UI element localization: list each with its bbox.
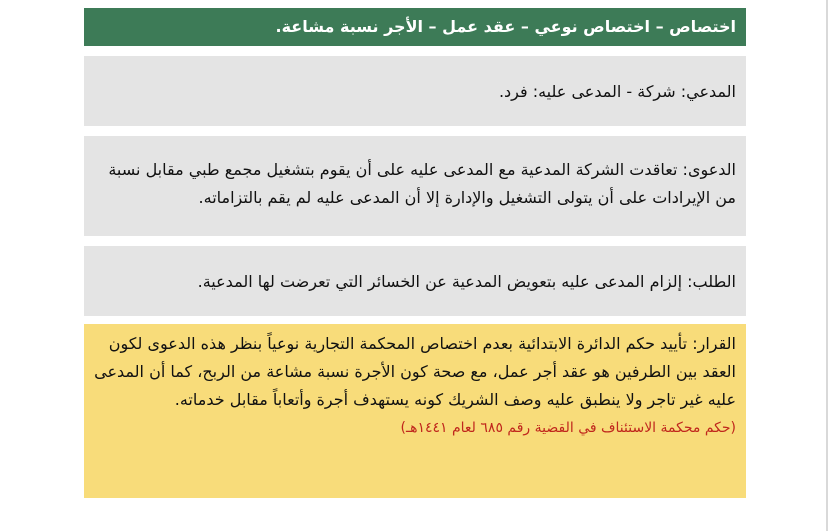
decision-text: القرار: تأييد حكم الدائرة الابتدائية بعدم اختصاص المحكمة التجارية نوعياً بنظر هذه الدعوى لكون العقد بين الطرفين هو عقد أجر عمل، مع صحة كون الأجرة نسبة مشاعة من الربح، كما أن المدعى عليه غير تاجر ولا ينطبق عليه وصف الشريك كونه يستهدف أجرة وأتعاباً مقابل خدماته. [94, 334, 736, 409]
claim-box: الدعوى: تعاقدت الشركة المدعية مع المدعى عليه على أن يقوم بتشغيل مجمع طبي مقابل نسبة من الإيرادات على أن يتولى التشغيل والإدارة إلا أن المدعى عليه لم يقم بالتزاماته. [84, 136, 746, 236]
case-summary [84, 8, 746, 498]
court-reference: (حكم محكمة الاستئناف في القضية رقم ٦٨٥ لعام ١٤٤١هـ) [400, 420, 736, 436]
decision-box [84, 324, 746, 498]
case-title-bar: اختصاص – اختصاص نوعي – عقد عمل – الأجر نسبة مشاعة. [84, 8, 746, 46]
request-box: الطلب: إلزام المدعى عليه بتعويض المدعية عن الخسائر التي تعرضت لها المدعية. [84, 246, 746, 316]
parties-box: المدعي: شركة - المدعى عليه: فرد. [84, 56, 746, 126]
